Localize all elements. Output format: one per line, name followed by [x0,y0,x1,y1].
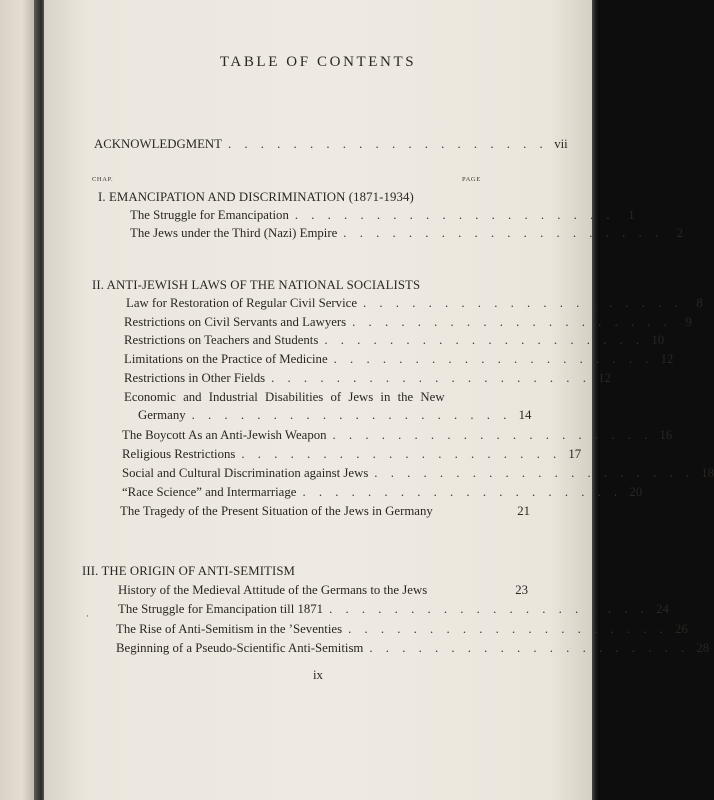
toc-entry: Religious Restrictions . . . . . . . . . . . . . . . . . . . . 17 [122,447,582,461]
leader-dots: . . . . . . . . . . . . . . . . . . . . [324,333,645,347]
toc-entry: The Struggle for Emancipation till 1871 . . . . . . . . . . . . . . . . . . . . 24 [118,602,669,616]
toc-entry: Restrictions on Teachers and Students . . . . . . . . . . . . . . . . . . . . 10 [124,333,665,347]
toc-entry: Limitations on the Practice of Medicine . . . . . . . . . . . . . . . . . . . . 12 [124,352,674,366]
toc-entry: Restrictions on Civil Servants and Lawyers . . . . . . . . . . . . . . . . . . . . 9 [124,315,692,329]
page-column-label: PAGE [462,176,481,183]
leader-dots: . . . . . . . . . . . . . . . . . . . . [352,315,672,329]
leader-dots: . . . . . . . . . . . . . . . . . . . . [302,485,623,499]
toc-entry: The Struggle for Emancipation . . . . . . . . . . . . . . . . . . . . 1 [130,208,635,222]
leader-dots: . . . . . . . . . . . . . . . . . . . . [332,428,653,442]
leader-dots: . . . . . . . . . . . . . . . . . . . . [241,447,562,461]
toc-entry: Social and Cultural Discrimination against Jews . . . . . . . . . . . . . . . . . . . . 18 [122,466,714,480]
toc-entry: Restrictions in Other Fields . . . . . . . . . . . . . . . . . . . . 12 [124,371,611,385]
leader-dots: . . . . . . . . . . . . . . . . . . . . [343,226,664,240]
toc-entry: The Rise of Anti-Semitism in the ’Seventies . . . . . . . . . . . . . . . . . . . . 26 [116,622,688,636]
leader-dots: . . . . . . . . . . . . . . . . . . . . [294,208,615,222]
toc-entry: Germany . . . . . . . . . . . . . . . . . . . . 14 [138,408,532,422]
entry-page: vii [554,137,568,151]
page-title: TABLE OF CONTENTS [219,54,417,70]
leader-dots: . . . . . . . . . . . . . . . . . . . . [191,408,512,422]
chap-column-label: CHAP. [92,176,114,183]
toc-entry: Law for Restoration of Regular Civil Service . . . . . . . . . . . . . . . . . . . . 8 [126,296,703,310]
toc-entry-acknowledgment [94,136,568,152]
leader-dots: . . . . . . . . . . . . . . . . . . . . [369,641,690,655]
leader-dots: . . . . . . . . . . . . . . . . . . . . [227,137,548,151]
leader-dots: . . . . . . . . . . . . . . . . . . . . [271,371,591,385]
toc-entry: “Race Science” and Intermarriage . . . . . . . . . . . . . . . . . . . . 20 [122,485,643,499]
toc-entry-line1: Economic and Industrial Disabilities of Jews in the New [124,390,445,404]
toc-entry: Beginning of a Pseudo-Scientific Anti-Semitism . . . . . . . . . . . . . . . . . . . . 28 [116,641,710,655]
toc-entry: The Tragedy of the Present Situation of the Jews in Germany 21 [120,504,530,518]
leader-dots: . . . . . . . . . . . . . . . . . . . . [348,622,668,636]
leader-dots: . . . . . . . . . . . . . . . . . . . . [374,466,695,480]
contents-page [44,0,714,800]
chapter-heading-2: II. ANTI-JEWISH LAWS OF THE NATIONAL SOCIALISTS [92,278,421,292]
leader-dots: . . . . . . . . . . . . . . . . . . . . [333,352,654,366]
pencil-mark: · [86,611,89,621]
chapter-heading-3: III. THE ORIGIN OF ANTI-SEMITISM [82,564,296,578]
toc-entry: History of the Medieval Attitude of the Germans to the Jews 23 [118,583,528,597]
leader-dots: . . . . . . . . . . . . . . . . . . . . [363,296,683,310]
page-number: ix [312,667,324,682]
toc-entry: The Boycott As an Anti-Jewish Weapon . . . . . . . . . . . . . . . . . . . . 16 [122,428,673,442]
entry-label: ACKNOWLEDGMENT [94,137,222,151]
chapter-heading-1: I. EMANCIPATION AND DISCRIMINATION (1871-1934) [98,190,414,204]
toc-entry: The Jews under the Third (Nazi) Empire . . . . . . . . . . . . . . . . . . . . 2 [130,226,684,240]
leader-dots: . . . . . . . . . . . . . . . . . . . . [329,602,649,616]
